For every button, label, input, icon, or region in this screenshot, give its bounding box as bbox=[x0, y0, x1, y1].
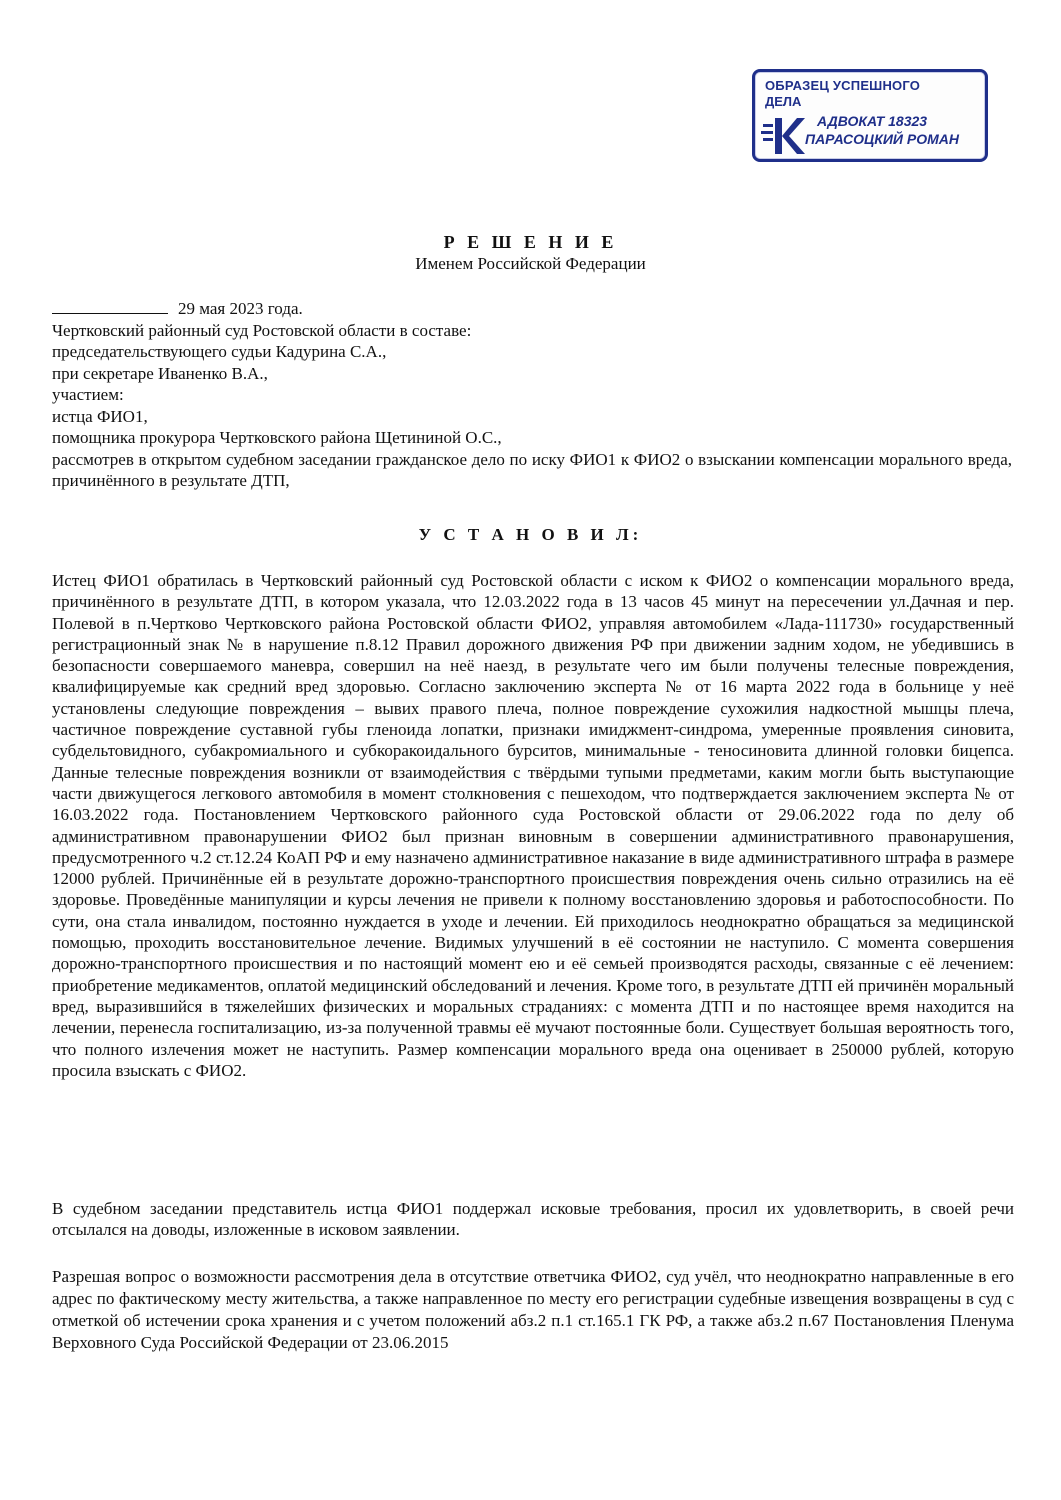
date-line bbox=[52, 298, 1012, 320]
section-heading-established: У С Т А Н О В И Л: bbox=[418, 525, 643, 544]
plaintiff-line: истца ФИО1, bbox=[52, 406, 148, 426]
stamp-line-2: ДЕЛА bbox=[765, 94, 802, 109]
intro-block bbox=[52, 298, 1012, 492]
court-line: Чертковский районный суд Ростовской области в составе: bbox=[52, 320, 472, 340]
advocate-stamp-logo bbox=[752, 69, 988, 162]
paragraph-claim: Истец ФИО1 обратилась в Чертковский районный суд Ростовской области с иском к ФИО2 о компенсации морального вреда, причинённого в результате ДТП, в котором указала, что 12.03.2022 года в 13 часов 45 минут на пересечении ул.Дачная и пер. Полевой в п.Чертково Чертковского района Ростовской области ФИО2, управляя автомобилем «Лада-111730» государственный регистрационный знак № в нарушение п.8.12 Правил дорожного движения РФ при движении задним ходом, не убедившись в безопасности совершаемого маневра, совершил на неё наезд, в результате чего им были получены телесные повреждения, квалифицируемые как средний вред здоровью. Согласно заключению эксперта № от 16 марта 2022 года в больнице у неё установлены следующие повреждения – вывих правого плеча, полное повреждение сухожилия надкостной мышцы плеча, частичное повреждение суставной губы гленоида лопатки, признаки имиджмент-синдрома, умеренные проявления синовита, субдельтовидного, субакромиального и субкоракоидального бурситов, минимальные - теносиновита длинной головки бицепса. Данные телесные повреждения возникли от взаимодействия с твёрдыми тупыми предметами, каким могли быть выступающие части движущегося легкового автомобиля в момент столкновения с пешеходом, что подтверждается заключением эксперта № от 16.03.2022 года. Постановлением Чертковского районного суда Ростовской области от 29.06.2022 года по делу об административном правонарушении ФИО2 был признан виновным в совершении административного правонарушения, предусмотренного ч.2 ст.12.24 КоАП РФ и ему назначено административное наказание в виде административного штрафа в размере 12000 рублей. Причинённые ей в результате дорожно-транспортного происшествия повреждения очень сильно отразились на её здоровье. Проведённые манипуляции и курсы лечения не привели к полному восстановлению здоровья и работоспособности. По сути, она стала инвалидом, постоянно нуждается в уходе и лечении. Ей приходилось неоднократно обращаться за медицинской помощью, проходить восстановительное лечение. Видимых улучшений в её состоянии не наступило. С момента совершения дорожно-транспортного происшествия и по настоящий момент ею и её семьей производятся расходы, связанные с её лечением: приобретение медикаментов, оплатой медицинский обследований и лечения. Кроме того, в результате ДТП ей причинён моральный вред, выразившийся в тяжелейших физических и моральных страданиях: с момента ДТП и по настоящее время находится на лечении, перенесла госпитализацию, из-за полученной травмы её мучают постоянные боли. Существует большая вероятность того, что полного излечения может не наступить. Размер компенсации морального вреда она оценивает в 250000 рублей, которую просила взыскать с ФИО2. bbox=[52, 571, 1014, 1080]
secretary-line: при секретаре Иваненко В.А., bbox=[52, 363, 268, 383]
paragraph-representative: В судебном заседании представитель истца ФИО1 поддержал исковые требования, просил их удовлетворить, в своей речи отсылался на доводы, изложенные в исковом заявлении. bbox=[52, 1199, 1014, 1240]
blank-line bbox=[52, 298, 168, 314]
stamp-line-1: ОБРАЗЕЦ УСПЕШНОГО bbox=[765, 78, 921, 93]
judge-line: председательствующего судьи Кадурина С.А., bbox=[52, 342, 387, 361]
law-firm-k-icon bbox=[761, 116, 805, 158]
case-line: рассмотрев в открытом судебном заседании гражданское дело по иску ФИО1 к ФИО2 о взыскании компенсации морального вреда, причинённого в результате ДТП, bbox=[52, 449, 1012, 490]
participation-line: участием: bbox=[52, 385, 124, 404]
paragraph-absence: Разрешая вопрос о возможности рассмотрения дела в отсутствие ответчика ФИО2, суд учёл, что неоднократно направленные в его адрес по фактическому месту жительства, а также направленное по месту его регистрации судебные извещения возвращены в суд с отметкой об истечении срока хранения и с учетом положений абз.2 п.1 ст.165.1 ГК РФ, а также абз.2 п.67 Постановления Пленума Верховного Суда Российской Федерации от 23.06.2015 bbox=[52, 1267, 1014, 1352]
stamp-lawyer-name: ПАРАСОЦКИЙ РОМАН bbox=[805, 131, 959, 147]
decision-date: 29 мая 2023 года. bbox=[178, 299, 303, 318]
document-subtitle: Именем Российской Федерации bbox=[415, 254, 646, 273]
stamp-lawyer-number: АДВОКАТ 18323 bbox=[817, 113, 928, 129]
document-title: Р Е Ш Е Н И Е bbox=[443, 232, 618, 252]
prosecutor-line: помощника прокурора Чертковского района Щетининой О.С., bbox=[52, 428, 502, 447]
